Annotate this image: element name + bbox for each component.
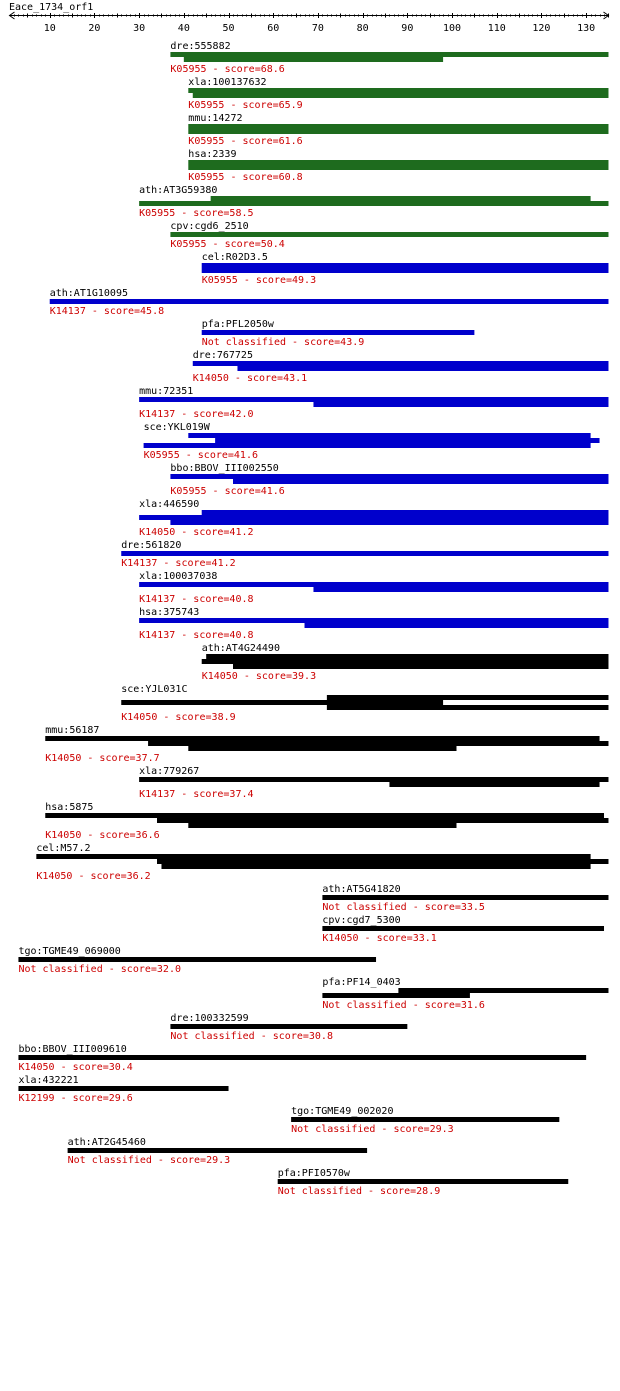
hit-name[interactable]: ath:AT5G41820: [322, 884, 401, 895]
alignment-bar: [139, 582, 608, 587]
hit-annotation[interactable]: K14137 - score=45.8: [49, 306, 165, 317]
alignment-bar: [202, 268, 609, 273]
alignment-bar: [139, 515, 608, 520]
hit-row: [170, 221, 608, 250]
hit-name[interactable]: hsa:2339: [188, 149, 237, 160]
axis-tick-label: 10: [43, 23, 56, 34]
hit-name[interactable]: mmu:14272: [188, 113, 243, 124]
axis-tick-label: 20: [88, 23, 101, 34]
hit-name[interactable]: pfa:PF14_0403: [322, 977, 401, 988]
hit-row: [121, 684, 608, 723]
hit-annotation[interactable]: Not classified - score=33.5: [322, 902, 485, 913]
hit-row: [170, 463, 608, 497]
hit-row: [121, 540, 608, 569]
alignment-bar: [36, 854, 590, 859]
alignment-bar: [139, 618, 608, 623]
alignment-bar: [170, 232, 608, 237]
axis-tick-label: 130: [577, 23, 596, 34]
alignment-bar: [322, 993, 470, 998]
hit-name[interactable]: ath:AT2G45460: [67, 1137, 146, 1148]
hit-annotation[interactable]: K14050 - score=41.2: [139, 527, 254, 538]
hit-annotation[interactable]: K14137 - score=41.2: [121, 558, 236, 569]
axis-tick-label: 120: [532, 23, 551, 34]
hit-row: [139, 766, 608, 800]
hit-row: [139, 185, 608, 219]
hit-name[interactable]: dre:100332599: [170, 1013, 249, 1024]
sequence-axis: [10, 12, 609, 34]
hit-annotation[interactable]: K14050 - score=39.3: [201, 671, 317, 682]
alignment-bar: [233, 479, 608, 484]
axis-tick-label: 100: [442, 23, 462, 34]
alignment-bar: [237, 366, 608, 371]
alignment-bar: [188, 433, 590, 438]
hit-name[interactable]: pfa:PFL2050w: [201, 319, 274, 330]
alignment-bar: [206, 654, 608, 659]
hit-row: [291, 1106, 559, 1135]
alignment-bar: [202, 263, 609, 268]
query-title: Eace_1734_orf1: [9, 2, 94, 13]
hit-annotation[interactable]: K05955 - score=49.3: [201, 275, 317, 286]
hit-row: [139, 571, 608, 605]
hit-annotation[interactable]: Not classified - score=29.3: [291, 1124, 454, 1135]
hit-annotation[interactable]: K14137 - score=40.8: [139, 594, 254, 605]
alignment-bar: [18, 957, 376, 962]
hit-annotation[interactable]: K14050 - score=36.6: [45, 830, 160, 841]
alignment-bar: [121, 700, 443, 705]
hit-row: [144, 422, 600, 461]
hit-name[interactable]: tgo:TGME49_069000: [18, 946, 121, 957]
alignment-bar: [157, 859, 608, 864]
hit-row: [202, 319, 475, 348]
hit-annotation[interactable]: Not classified - score=28.9: [277, 1186, 441, 1197]
hit-annotation[interactable]: Not classified - score=31.6: [322, 1000, 485, 1011]
alignment-bar: [188, 746, 456, 751]
hit-row: [278, 1168, 569, 1197]
alignment-bar: [139, 397, 608, 402]
hit-annotation[interactable]: K05955 - score=60.8: [188, 172, 303, 183]
hit-annotation[interactable]: K14137 - score=42.0: [139, 409, 254, 420]
alignment-bar: [144, 443, 591, 448]
axis-tick-label: 30: [133, 23, 146, 34]
alignment-bar: [45, 736, 599, 741]
hit-annotation[interactable]: K12199 - score=29.6: [18, 1093, 133, 1104]
hit-name[interactable]: xla:100137632: [188, 77, 267, 88]
hit-name[interactable]: dre:555882: [170, 41, 231, 52]
hit-annotation[interactable]: K05955 - score=68.6: [170, 64, 285, 75]
alignment-bar: [322, 895, 608, 900]
hit-row: [322, 915, 604, 944]
hit-row: [170, 41, 608, 75]
hit-row: [188, 149, 608, 183]
hit-name[interactable]: ath:AT4G24490: [201, 643, 280, 654]
hit-annotation[interactable]: K05955 - score=50.4: [170, 239, 285, 250]
hit-annotation[interactable]: Not classified - score=29.3: [67, 1155, 231, 1166]
alignment-bar: [233, 664, 608, 669]
axis-tick-label: 80: [356, 23, 369, 34]
hit-name[interactable]: bbo:BBOV_III009610: [18, 1044, 127, 1055]
alignment-bar: [313, 402, 608, 407]
alignment-bar: [157, 818, 608, 823]
hit-name[interactable]: bbo:BBOV_III002550: [170, 463, 279, 474]
hit-name[interactable]: xla:779267: [139, 766, 200, 777]
alignment-bar: [202, 510, 609, 515]
alignment-bar: [148, 741, 608, 746]
alignment-bar: [170, 1024, 407, 1029]
hit-annotation[interactable]: K14050 - score=30.4: [18, 1062, 133, 1073]
alignment-bar: [211, 196, 591, 201]
hit-row: [202, 643, 609, 682]
axis-tick-label: 60: [267, 23, 280, 34]
alignment-bar: [202, 330, 475, 335]
alignment-bar: [121, 551, 608, 556]
hit-name[interactable]: xla:446590: [139, 499, 200, 510]
hit-annotation[interactable]: K14050 - score=37.7: [45, 753, 160, 764]
hit-annotation[interactable]: K14050 - score=43.1: [192, 373, 308, 384]
alignment-bar: [202, 659, 609, 664]
hit-row: [322, 977, 608, 1011]
alignment-bar: [45, 813, 604, 818]
hit-row: [193, 350, 609, 384]
hit-row: [170, 1013, 407, 1042]
alignment-bar: [327, 705, 609, 710]
hit-annotation[interactable]: K05955 - score=65.9: [188, 100, 303, 111]
hit-name[interactable]: cpv:cgd7_5300: [322, 915, 401, 926]
hit-name[interactable]: dre:561820: [121, 540, 182, 551]
hit-row: [139, 386, 608, 420]
hit-name[interactable]: pfa:PFI0570w: [277, 1168, 350, 1179]
hit-row: [322, 884, 608, 913]
alignment-bar: [139, 777, 608, 782]
axis-tick-label: 40: [177, 23, 190, 34]
axis-tick-label: 90: [401, 23, 414, 34]
hit-annotation[interactable]: K14050 - score=33.1: [322, 933, 437, 944]
hit-name[interactable]: mmu:56187: [45, 725, 100, 736]
alignment-bar: [193, 361, 609, 366]
hit-name[interactable]: mmu:72351: [139, 386, 194, 397]
alignment-bar: [313, 587, 608, 592]
alignment-bar: [188, 129, 608, 134]
hit-annotation[interactable]: Not classified - score=43.9: [201, 337, 365, 348]
hit-annotation[interactable]: K05955 - score=41.6: [170, 486, 285, 497]
alignment-bar: [188, 165, 608, 170]
hit-annotation[interactable]: K14050 - score=38.9: [121, 712, 236, 723]
hit-name[interactable]: sce:YKL019W: [143, 422, 210, 433]
alignment-bar: [188, 160, 608, 165]
hit-name[interactable]: hsa:375743: [139, 607, 200, 618]
alignment-bar: [139, 201, 608, 206]
hit-list: [18, 41, 608, 1197]
hit-row: [50, 288, 609, 317]
alignment-bar: [170, 520, 608, 525]
alignment-bar: [389, 782, 599, 787]
alignment-bar: [170, 474, 608, 479]
alignment-bar: [327, 695, 609, 700]
axis-tick-label: 50: [222, 23, 235, 34]
hit-row: [139, 607, 608, 641]
hit-row: [36, 843, 608, 882]
hit-row: [188, 113, 608, 147]
hit-annotation[interactable]: Not classified - score=30.8: [170, 1031, 333, 1042]
hit-annotation[interactable]: K14137 - score=37.4: [139, 789, 254, 800]
alignment-bar: [170, 52, 608, 57]
hit-row: [18, 946, 376, 975]
hit-row: [18, 1075, 228, 1104]
alignment-bar: [291, 1117, 559, 1122]
hit-annotation[interactable]: K05955 - score=61.6: [188, 136, 303, 147]
hit-annotation[interactable]: K05955 - score=58.5: [139, 208, 254, 219]
hit-name[interactable]: tgo:TGME49_002020: [291, 1106, 394, 1117]
hit-annotation[interactable]: K14050 - score=36.2: [36, 871, 151, 882]
axis-tick-label: 110: [487, 23, 506, 34]
hit-row: [188, 77, 608, 111]
hit-name[interactable]: hsa:5875: [45, 802, 94, 813]
alignment-bar: [188, 823, 456, 828]
hit-name[interactable]: sce:YJL031C: [121, 684, 188, 695]
alignment-bar: [322, 926, 604, 931]
axis-tick-label: 70: [311, 23, 324, 34]
hit-row: [45, 802, 608, 841]
alignment-bar: [215, 438, 599, 443]
alignment-bar: [50, 299, 609, 304]
hit-annotation[interactable]: K05955 - score=41.6: [143, 450, 258, 461]
alignment-bar: [193, 93, 609, 98]
hit-name[interactable]: ath:AT1G10095: [49, 288, 129, 299]
alignment-bar: [184, 57, 443, 62]
alignment-bar: [68, 1148, 367, 1153]
hit-annotation[interactable]: Not classified - score=32.0: [18, 964, 182, 975]
hit-name[interactable]: xla:432221: [18, 1075, 79, 1086]
alignment-bar: [398, 988, 608, 993]
alignment-bar: [188, 124, 608, 129]
hit-name[interactable]: dre:767725: [192, 350, 253, 361]
hit-row: [45, 725, 608, 764]
hit-annotation[interactable]: K14137 - score=40.8: [139, 630, 254, 641]
alignment-bar: [278, 1179, 569, 1184]
alignment-bar: [18, 1086, 228, 1091]
alignment-bar: [18, 1055, 586, 1060]
alignment-bar: [188, 88, 608, 93]
hit-row: [139, 499, 608, 538]
hit-row: [68, 1137, 367, 1166]
hit-name[interactable]: xla:100037038: [139, 571, 218, 582]
hit-name[interactable]: cel:M57.2: [36, 843, 91, 854]
hit-name[interactable]: cel:R02D3.5: [201, 252, 268, 263]
hit-name[interactable]: ath:AT3G59380: [139, 185, 218, 196]
hit-name[interactable]: cpv:cgd6_2510: [170, 221, 249, 232]
hit-row: [18, 1044, 586, 1073]
hit-row: [202, 252, 609, 286]
alignment-bar: [305, 623, 609, 628]
alignment-bar: [161, 864, 590, 869]
